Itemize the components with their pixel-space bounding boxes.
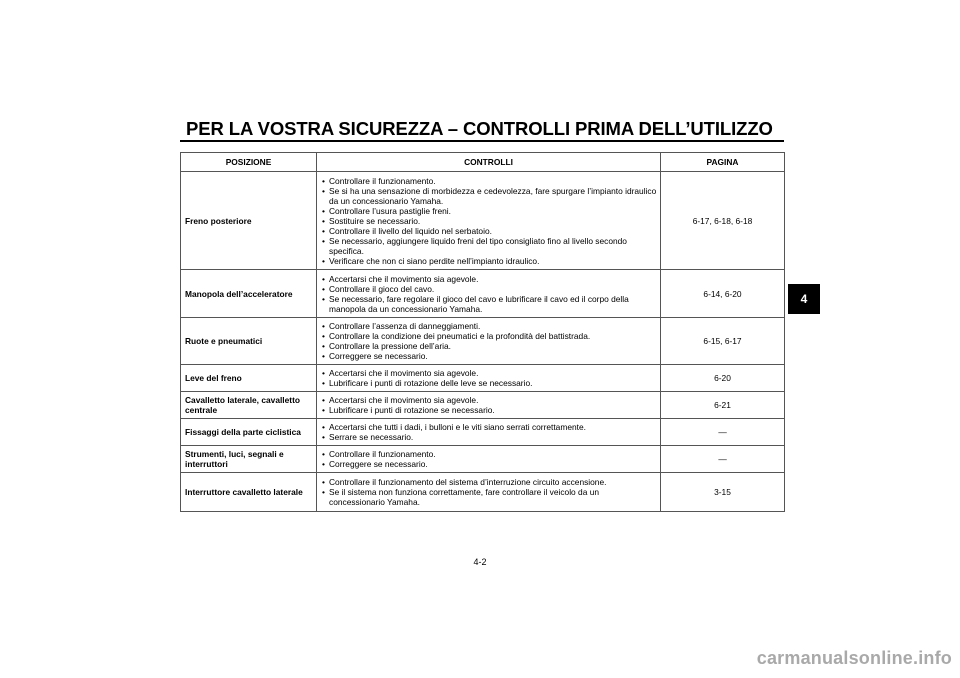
page-number: 4-2: [473, 557, 487, 567]
cell-controls: [317, 473, 661, 512]
control-item: • Accertarsi che il movimento sia agevole.: [321, 368, 657, 378]
cell-pages: 6-14, 6-20: [661, 270, 785, 318]
control-item: • Se si ha una sensazione di morbidezza e cedevolezza, fare spurgare l’impianto idraulico da un concessionario Yamaha.: [321, 186, 657, 206]
watermark: carmanualsonline.info: [756, 648, 952, 668]
cell-position: Leve del freno: [181, 365, 317, 392]
controls-list: [321, 422, 657, 442]
cell-controls: [317, 318, 661, 365]
control-item: • Controllare l’usura pastiglie freni.: [321, 206, 657, 216]
control-item: • Se necessario, aggiungere liquido freni del tipo consigliato fino al livello secondo specifica.: [321, 236, 657, 256]
table-row: [181, 365, 785, 392]
header-controls: CONTROLLI: [317, 153, 661, 172]
cell-position: Ruote e pneumatici: [181, 318, 317, 365]
cell-controls: [317, 446, 661, 473]
cell-position: Strumenti, luci, segnali e interruttori: [181, 446, 317, 473]
cell-pages: 6-21: [661, 392, 785, 419]
controls-list: [321, 321, 657, 361]
cell-position: Interruttore cavalletto laterale: [181, 473, 317, 512]
cell-position: Cavalletto laterale, cavalletto centrale: [181, 392, 317, 419]
cell-controls: [317, 392, 661, 419]
header-page: PAGINA: [661, 153, 785, 172]
controls-list: [321, 176, 657, 266]
cell-position: Manopola dell’acceleratore: [181, 270, 317, 318]
cell-position: Fissaggi della parte ciclistica: [181, 419, 317, 446]
control-item: • Serrare se necessario.: [321, 432, 657, 442]
control-item: • Controllare il gioco del cavo.: [321, 284, 657, 294]
table-row: [181, 446, 785, 473]
control-item: • Lubrificare i punti di rotazione delle leve se necessario.: [321, 378, 657, 388]
cell-controls: [317, 419, 661, 446]
control-item: • Sostituire se necessario.: [321, 216, 657, 226]
control-item: • Controllare il funzionamento.: [321, 449, 657, 459]
control-item: • Lubrificare i punti di rotazione se necessario.: [321, 405, 657, 415]
table-row: [181, 172, 785, 270]
control-item: • Controllare la condizione dei pneumatici e la profondità del battistrada.: [321, 331, 657, 341]
page-title: PER LA VOSTRA SICUREZZA – CONTROLLI PRIMA DELL’UTILIZZO: [186, 118, 773, 139]
controls-list: [321, 368, 657, 388]
cell-controls: [317, 172, 661, 270]
chapter-tab[interactable]: 4: [788, 284, 820, 314]
cell-controls: [317, 270, 661, 318]
control-item: • Correggere se necessario.: [321, 459, 657, 469]
title-rule: [180, 140, 784, 142]
control-item: • Se necessario, fare regolare il gioco del cavo e lubrificare il cavo ed il corpo della manopola da un concessionario Yamaha.: [321, 294, 657, 314]
controls-list: [321, 395, 657, 415]
cell-pages: 6-15, 6-17: [661, 318, 785, 365]
header-position: POSIZIONE: [181, 153, 317, 172]
cell-position: Freno posteriore: [181, 172, 317, 270]
controls-list: [321, 449, 657, 469]
table-header-row: [181, 153, 785, 172]
table-row: [181, 419, 785, 446]
table-row: [181, 392, 785, 419]
pre-operation-checks-table: [180, 152, 785, 512]
cell-controls: [317, 365, 661, 392]
control-item: • Controllare il funzionamento del sistema d’interruzione circuito accensione.: [321, 477, 657, 487]
cell-pages: 6-20: [661, 365, 785, 392]
table-row: [181, 270, 785, 318]
table-row: [181, 473, 785, 512]
control-item: • Controllare il livello del liquido nel serbatoio.: [321, 226, 657, 236]
control-item: • Controllare l’assenza di danneggiamenti.: [321, 321, 657, 331]
control-item: • Accertarsi che tutti i dadi, i bulloni e le viti siano serrati correttamente.: [321, 422, 657, 432]
cell-pages: 6-17, 6-18, 6-18: [661, 172, 785, 270]
cell-pages: 3-15: [661, 473, 785, 512]
cell-pages: —: [661, 446, 785, 473]
control-item: • Correggere se necessario.: [321, 351, 657, 361]
control-item: • Verificare che non ci siano perdite nell’impianto idraulico.: [321, 256, 657, 266]
control-item: • Se il sistema non funziona correttamente, fare controllare il veicolo da un concessionario Yamaha.: [321, 487, 657, 507]
table-row: [181, 318, 785, 365]
cell-pages: —: [661, 419, 785, 446]
table-body: [181, 172, 785, 512]
control-item: • Controllare la pressione dell’aria.: [321, 341, 657, 351]
controls-list: [321, 274, 657, 314]
control-item: • Controllare il funzionamento.: [321, 176, 657, 186]
control-item: • Accertarsi che il movimento sia agevole.: [321, 395, 657, 405]
control-item: • Accertarsi che il movimento sia agevole.: [321, 274, 657, 284]
controls-list: [321, 477, 657, 507]
